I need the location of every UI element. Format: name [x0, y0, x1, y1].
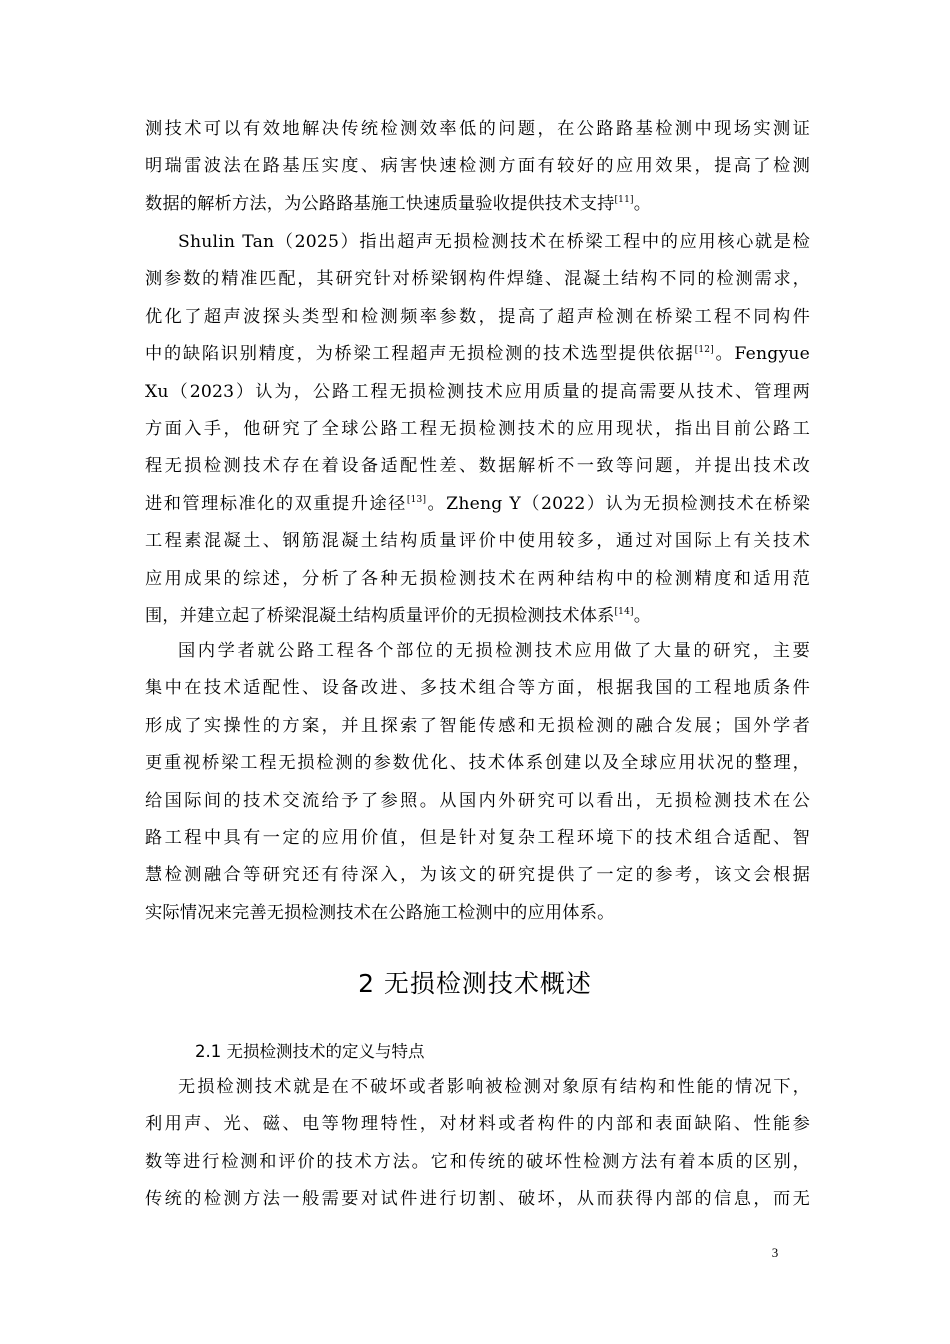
text-line: 工程素混凝土、钢筋混凝土结构质量评价中使用较多，通过对国际上有关技术 [145, 531, 810, 552]
text-line: 数据的解析方法，为公路路基施工快速质量验收提供技术支持[11]。 [145, 193, 652, 214]
page-number: 3 [771, 1245, 779, 1260]
text-line: Shulin Tan（2025）指出超声无损检测技术在桥梁工程中的应用核心就是检 [178, 232, 810, 252]
text-line: 无损检测技术就是在不破坏或者影响被检测对象原有结构和性能的情况下， [178, 1077, 810, 1097]
text-line: 程无损检测技术存在着设备适配性差、数据解析不一致等问题，并提出技术改 [145, 456, 810, 477]
chapter-heading: 2 无损检测技术概述 [358, 969, 592, 998]
text-line: 进和管理标准化的双重提升途径[13]。Zheng Y（2022）认为无损检测技术在桥梁 [145, 493, 810, 514]
text-line: 集中在技术适配性、设备改进、多技术组合等方面，根据我国的工程地质条件 [145, 678, 810, 699]
text-line: 测技术可以有效地解决传统检测效率低的问题，在公路路基检测中现场实测证 [145, 119, 810, 139]
text-line: 更重视桥梁工程无损检测的参数优化、技术体系创建以及全球应用状况的整理， [145, 753, 810, 774]
paragraph-summary [145, 633, 810, 932]
text-line: 实际情况来完善无损检测技术在公路施工检测中的应用体系。 [145, 902, 615, 923]
paragraph-definition [145, 1069, 810, 1219]
text-line: 围，并建立起了桥梁混凝土结构质量评价的无损检测技术体系[14]。 [145, 606, 652, 627]
citation: [13] [406, 494, 427, 505]
text-line: 方面入手，他研究了全球公路工程无损检测技术的应用现状，指出目前公路工 [145, 419, 810, 440]
text-line: 传统的检测方法一般需要对试件进行切割、破坏，从而获得内部的信息，而无 [145, 1189, 810, 1210]
text-line: 慧检测融合等研究还有待深入，为该文的研究提供了一定的参考，该文会根据 [145, 865, 810, 886]
text-line: Xu（2023）认为，公路工程无损检测技术应用质量的提高需要从技术、管理两 [145, 381, 810, 402]
paragraph-continued [145, 111, 810, 223]
text-line: 明瑞雷波法在路基压实度、病害快速检测方面有较好的应用效果，提高了检测 [145, 156, 810, 177]
text-line: 利用声、光、磁、电等物理特性，对材料或者构件的内部和表面缺陷、性能参 [145, 1114, 810, 1135]
paragraph-foreign-research [145, 224, 810, 635]
text-line: 给国际间的技术交流给予了参照。从国内外研究可以看出，无损检测技术在公 [145, 790, 810, 811]
citation: [12] [694, 345, 714, 356]
text-line: 优化了超声波探头类型和检测频率参数，提高了超声检测在桥梁工程不同构件 [145, 306, 810, 327]
text-line: 形成了实操性的方案，并且探索了智能传感和无损检测的融合发展；国外学者 [145, 715, 810, 736]
citation: [11] [614, 194, 634, 205]
text-line: 路工程中具有一定的应用价值，但是针对复杂工程环境下的技术组合适配、智 [145, 828, 810, 849]
text-line: 中的缺陷识别精度，为桥梁工程超声无损检测的技术选型提供依据[12]。Fengyue [145, 344, 811, 365]
text-line: 应用成果的综述，分析了各种无损检测技术在两种结构中的检测精度和适用范 [145, 568, 810, 589]
section-heading: 2.1 无损检测技术的定义与特点 [195, 1042, 425, 1061]
text-line: 测参数的精准匹配，其研究针对桥梁钢构件焊缝、混凝土结构不同的检测需求， [145, 269, 810, 290]
citation: [14] [614, 607, 634, 618]
text-line: 国内学者就公路工程各个部位的无损检测技术应用做了大量的研究，主要 [178, 641, 810, 661]
text-line: 数等进行检测和评价的技术方法。它和传统的破坏性检测方法有着本质的区别， [145, 1151, 810, 1172]
